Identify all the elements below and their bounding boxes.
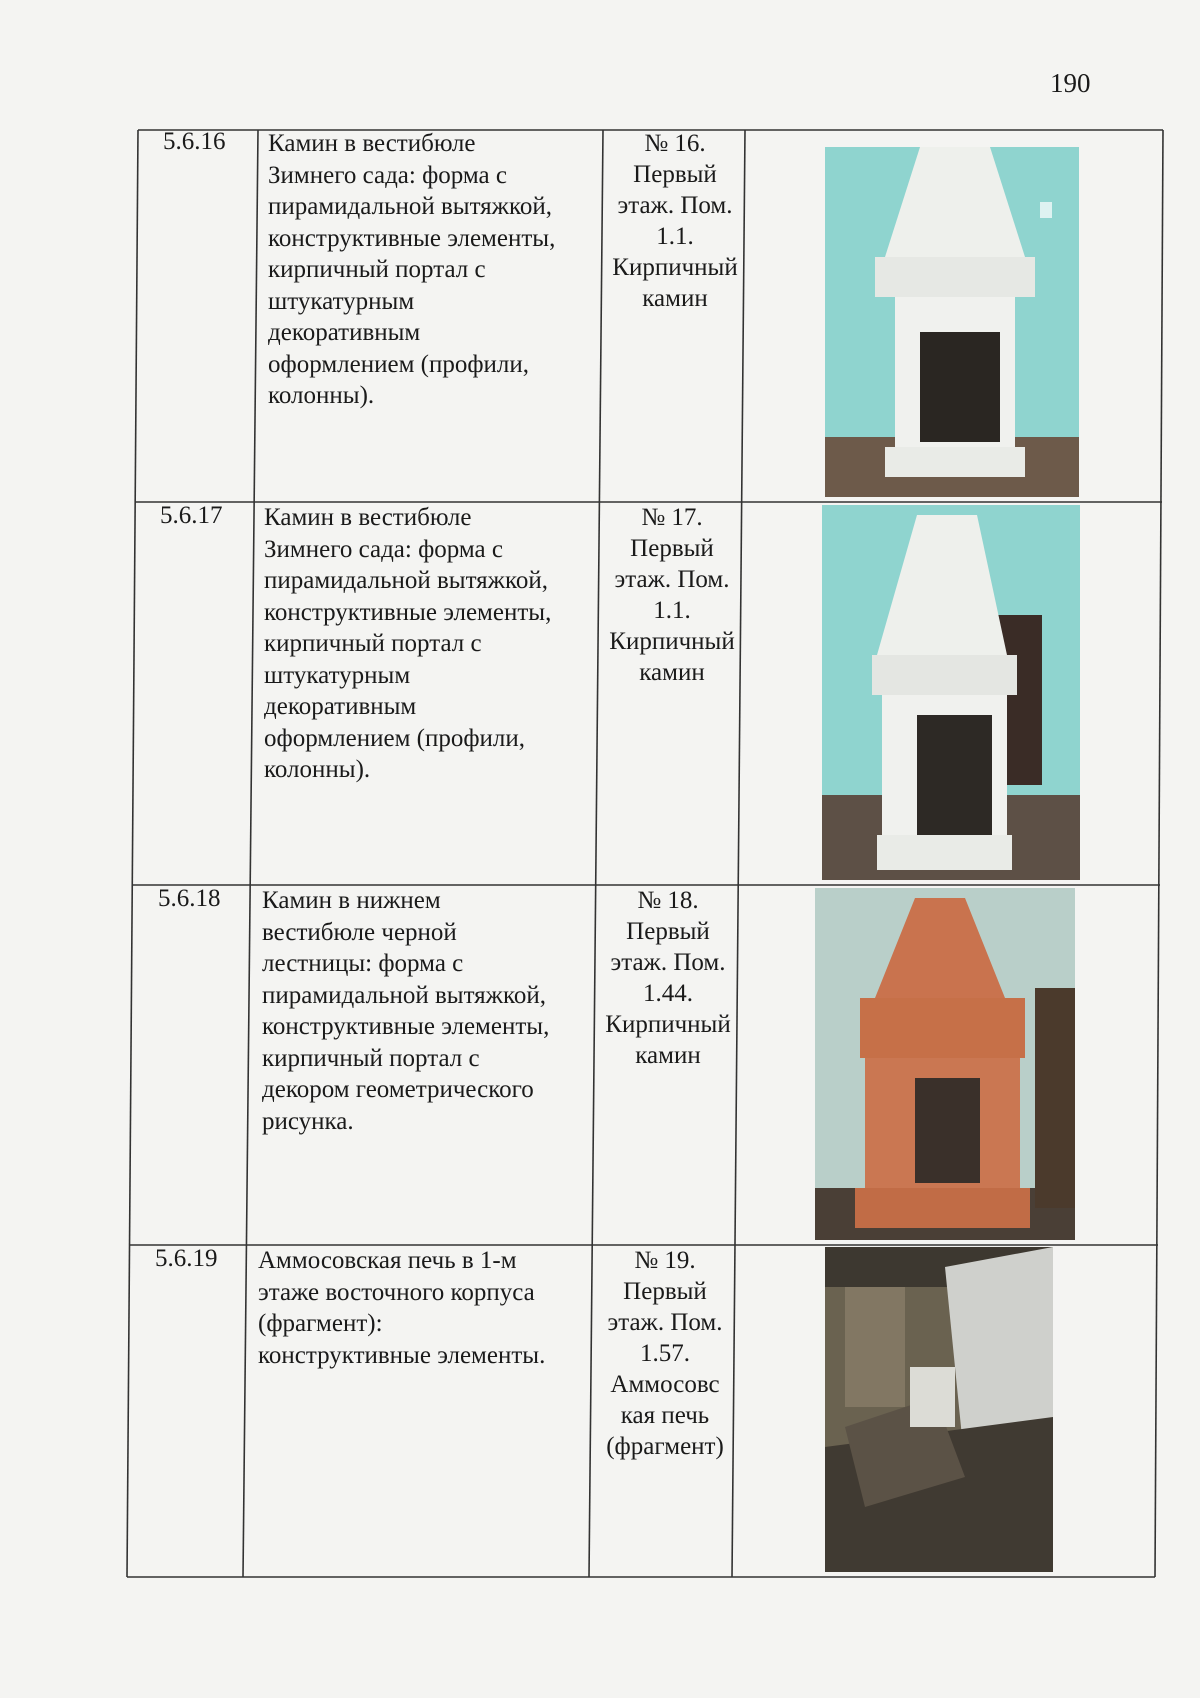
row-number: 5.6.16 xyxy=(163,128,226,155)
row-location: № 17. Первый этаж. Пом. 1.1. Кирпичный камин xyxy=(609,504,735,686)
row-location: № 19. Первый этаж. Пом. 1.57. Аммосовс кая печь (фрагмент) xyxy=(606,1247,724,1460)
row-description: Аммосовская печь в 1-м этаже восточного корпуса (фрагмент): конструктивные элементы. xyxy=(258,1247,546,1369)
white-plaster-fireplace-photo xyxy=(822,505,1080,880)
row-location: № 16. Первый этаж. Пом. 1.1. Кирпичный камин xyxy=(612,130,738,312)
red-brick-fireplace-photo xyxy=(815,888,1075,1240)
row-location: № 18. Первый этаж. Пом. 1.44. Кирпичный камин xyxy=(605,887,731,1069)
white-plaster-fireplace-photo xyxy=(825,147,1079,497)
page-number: 190 xyxy=(1050,68,1091,98)
row-description: Камин в нижнем вестибюле черной лестницы: форма с пирамидальной вытяжкой, конструктивные элементы, кирпичный портал с декором геометрического рисунка. xyxy=(262,887,550,1135)
basement-stove-fragment-photo xyxy=(825,1247,1053,1572)
row-description: Камин в вестибюле Зимнего сада: форма с пирамидальной вытяжкой, конструктивные элементы, кирпичный портал с штукатурным декоративным оформлением (профили, колонны). xyxy=(264,504,552,783)
row-number: 5.6.17 xyxy=(160,502,223,529)
row-number: 5.6.18 xyxy=(158,885,221,912)
row-description: Камин в вестибюле Зимнего сада: форма с пирамидальной вытяжкой, конструктивные элементы, кирпичный портал с штукатурным декоративным оформлением (профили, колонны). xyxy=(268,130,556,409)
row-number: 5.6.19 xyxy=(155,1245,218,1272)
